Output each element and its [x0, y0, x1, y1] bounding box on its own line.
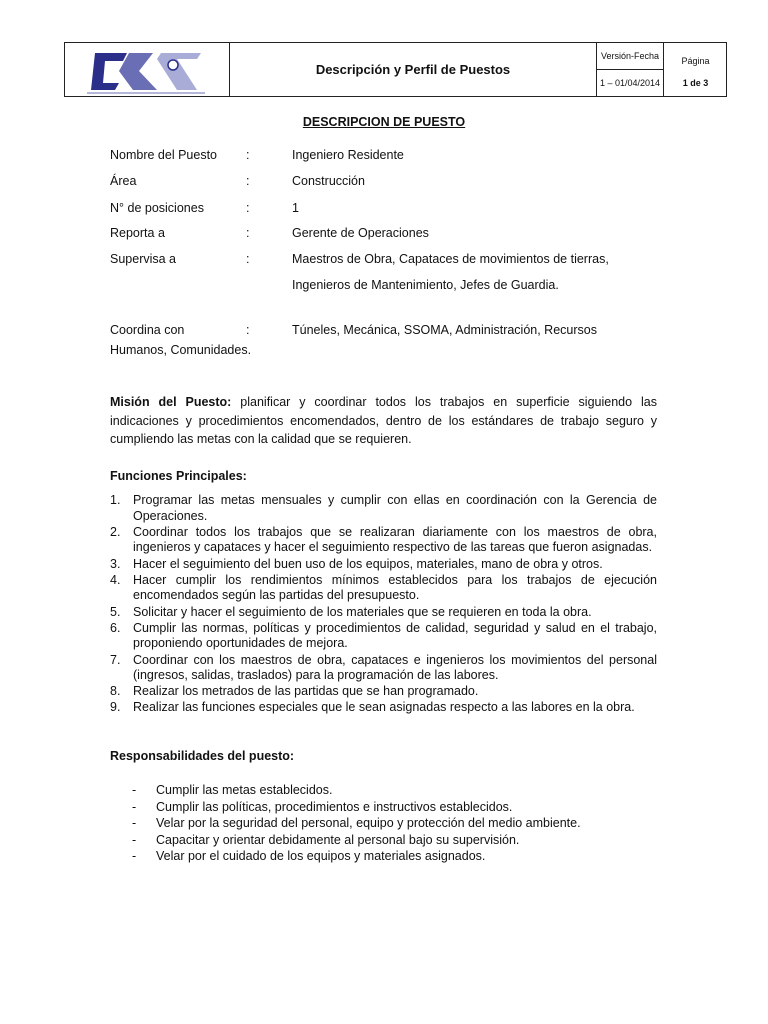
- field-colon: :: [246, 323, 250, 337]
- list-text: Capacitar y orientar debidamente al personal bajo su supervisión.: [156, 832, 520, 847]
- list-number: 3.: [110, 556, 121, 571]
- list-item: [110, 621, 657, 652]
- responsabilidades-list: [132, 782, 581, 865]
- list-number: 5.: [110, 604, 121, 619]
- list-text: Cumplir las metas establecidos.: [156, 783, 333, 797]
- list-text: Coordinar con los maestros de obra, capataces e ingenieros los movimientos del personal (ingresos, salidas, traslados) para la programación de las labores.: [133, 652, 657, 683]
- list-item: [110, 700, 657, 716]
- list-text: Realizar los metrados de las partidas que se han programado.: [133, 684, 479, 699]
- version-label: Versión-Fecha: [597, 43, 664, 70]
- list-number: 9.: [110, 700, 121, 715]
- field-value-supervisa: Maestros de Obra, Capataces de movimientos de tierras,: [292, 252, 609, 266]
- field-colon: :: [246, 252, 250, 266]
- field-label-nombre: Nombre del Puesto: [110, 148, 218, 162]
- list-item: [110, 605, 657, 621]
- field-value-area: Construcción: [292, 174, 365, 188]
- list-text: Hacer cumplir los rendimientos mínimos establecidos para los trabajos de ejecución encomendados según las partidas del presupuesto.: [133, 572, 657, 603]
- field-label-coordina: Coordina con: [110, 323, 185, 337]
- list-text: Velar por el cuidado de los equipos y materiales asignados.: [156, 849, 486, 864]
- list-text: Velar por la seguridad del personal, equipo y protección del medio ambiente.: [156, 816, 581, 831]
- version-page-cells: [597, 43, 729, 96]
- logo-cell: [65, 43, 230, 96]
- page-number: 1 de 3: [682, 78, 709, 88]
- version-value: 1 – 01/04/2014: [597, 70, 664, 96]
- mision-label: Misión del Puesto:: [110, 395, 232, 409]
- list-text: Programar las metas mensuales y cumplir con ellas en coordinación con la Gerencia de Operaciones.: [133, 493, 657, 523]
- document-header: [64, 42, 727, 97]
- field-colon: :: [246, 226, 250, 240]
- field-value-nombre: Ingeniero Residente: [292, 148, 404, 162]
- field-colon: :: [246, 174, 250, 188]
- responsabilidades-heading: Responsabilidades del puesto:: [110, 749, 295, 763]
- list-item: [132, 832, 581, 849]
- list-dash: -: [132, 849, 137, 864]
- list-item: [132, 848, 581, 865]
- list-item: [132, 799, 581, 816]
- list-text: Cumplir las políticas, procedimientos e instructivos establecidos.: [156, 799, 513, 814]
- list-text: Solicitar y hacer el seguimiento de los materiales que se requieren en toda la obra.: [133, 604, 592, 619]
- list-number: 2.: [110, 524, 121, 539]
- field-label-reporta: Reporta a: [110, 226, 165, 240]
- field-colon: :: [246, 148, 250, 162]
- mision-paragraph: [110, 393, 657, 449]
- list-text: Hacer el seguimiento del buen uso de los equipos, materiales, mano de obra y otros.: [133, 556, 603, 571]
- list-number: 7.: [110, 652, 121, 667]
- list-item: [132, 815, 581, 832]
- list-dash: -: [132, 832, 137, 847]
- list-item: [110, 653, 657, 684]
- section-title: DESCRIPCION DE PUESTO: [302, 115, 466, 129]
- funciones-heading: Funciones Principales:: [110, 469, 247, 483]
- list-item: [110, 573, 657, 604]
- list-item: [110, 493, 657, 524]
- list-dash: -: [132, 816, 137, 831]
- field-label-posiciones: N° de posiciones: [110, 201, 204, 215]
- list-text: Coordinar todos los trabajos que se realizaran diariamente con los maestros de obra, ingenieros y capataces y hacer el seguimiento respectivo de las tareas que fueron asignadas.: [133, 524, 657, 555]
- list-number: 4.: [110, 572, 121, 587]
- field-label-area: Área: [110, 174, 137, 188]
- mision-text: planificar y coordinar todos los trabajos en superficie siguiendo las indicaciones y procedimientos encomendados, dentro de los estándares de trabajo seguro y cumpliendo las metas con la calidad que se requieren.: [110, 395, 657, 446]
- list-number: 6.: [110, 620, 121, 635]
- document-title: Descripción y Perfil de Puestos: [230, 43, 597, 96]
- list-item: [110, 557, 657, 573]
- list-text: Realizar las funciones especiales que le sean asignadas respecto a las labores en la obra.: [133, 700, 635, 715]
- field-label-supervisa: Supervisa a: [110, 252, 177, 266]
- field-value-posiciones: 1: [292, 201, 299, 215]
- field-value-reporta: Gerente de Operaciones: [292, 226, 429, 240]
- field-value-coordina: Túneles, Mecánica, SSOMA, Administración, Recursos: [292, 323, 597, 337]
- list-text: Cumplir las normas, políticas y procedimientos de calidad, seguridad y salud en el trabajo, proponiendo oportunidades de mejora.: [133, 620, 657, 651]
- page-label: Página: [681, 55, 710, 66]
- list-dash: -: [132, 783, 137, 797]
- funciones-list: [110, 493, 657, 717]
- list-item: [132, 782, 581, 799]
- list-item: [110, 525, 657, 556]
- company-logo-icon: [65, 43, 229, 96]
- field-value-coordina-continued: Humanos, Comunidades.: [110, 343, 252, 357]
- field-value-supervisa-continued: Ingenieros de Mantenimiento, Jefes de Guardia.: [292, 278, 559, 292]
- list-item: [110, 684, 657, 700]
- list-dash: -: [132, 799, 137, 814]
- field-colon: :: [246, 201, 250, 215]
- list-number: 1.: [110, 493, 121, 507]
- list-number: 8.: [110, 684, 121, 699]
